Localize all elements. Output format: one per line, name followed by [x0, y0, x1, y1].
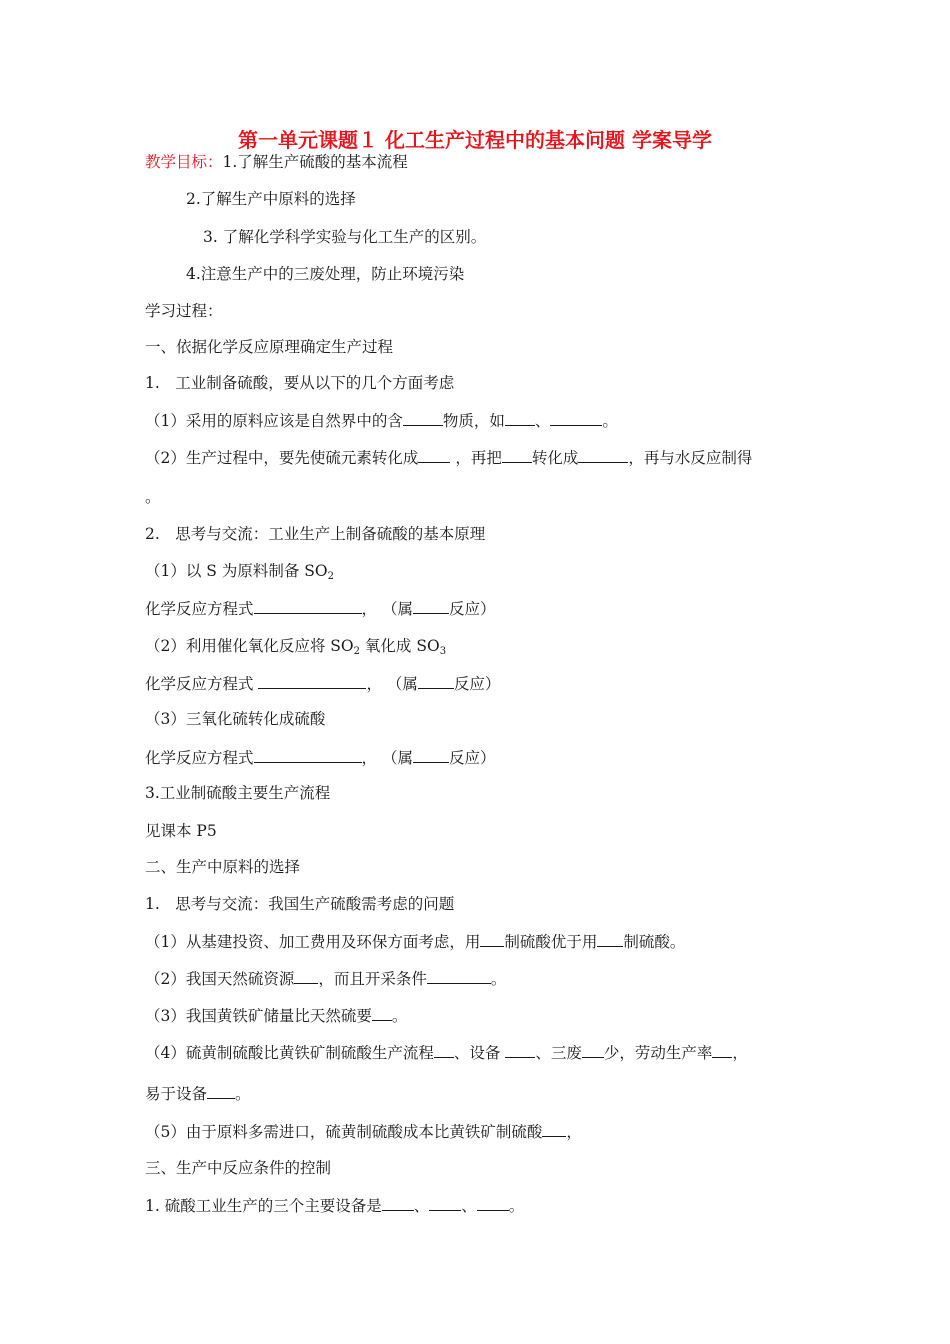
text: ，	[366, 675, 382, 693]
text: 、	[413, 1197, 430, 1215]
equation-blank[interactable]	[258, 673, 366, 689]
eq-label: 化学反应方程式	[145, 749, 254, 767]
blank[interactable]	[505, 410, 535, 426]
blank[interactable]	[502, 447, 532, 463]
s2-item-5	[145, 1121, 582, 1142]
text: 。	[508, 1197, 525, 1215]
goal-line-1	[145, 152, 408, 172]
text: （属	[386, 675, 418, 693]
blank[interactable]	[429, 1195, 461, 1211]
text: （2）我国天然硫资源	[145, 970, 295, 988]
text: 。	[490, 970, 507, 988]
text: （1）以 S 为原料制备 SO	[145, 562, 328, 580]
equation-line-2	[145, 673, 500, 694]
s1-question-3: 3.工业制硫酸主要生产流程	[145, 784, 331, 802]
text: ，再与水反应制得	[628, 449, 753, 467]
text: 、	[461, 1197, 477, 1215]
text: （属	[381, 749, 413, 767]
textbook-reference: 见课本 P5	[145, 822, 217, 840]
blank[interactable]	[505, 1042, 535, 1058]
s2-item-4	[145, 1042, 748, 1063]
text: （5）由于原料多需进口，硫黄制硫酸成本比黄铁矿制硫酸	[145, 1123, 543, 1141]
goal-4: 4.注意生产中的三废处理，防止环境污染	[186, 265, 465, 283]
blank[interactable]	[582, 1042, 604, 1058]
equation-line-3	[145, 747, 496, 768]
text: ，	[566, 1123, 582, 1141]
equation-blank[interactable]	[254, 598, 362, 614]
text: 物质，如	[442, 412, 505, 430]
blank[interactable]	[434, 1042, 454, 1058]
text: 反应）	[448, 749, 496, 767]
s2-item-2	[145, 968, 506, 989]
section-1-heading: 一、依据化学反应原理确定生产过程	[145, 338, 394, 356]
s2-item-3	[145, 1005, 407, 1026]
text: 反应）	[448, 600, 496, 618]
text: ，	[361, 600, 378, 618]
blank[interactable]	[427, 968, 491, 984]
text: 。	[602, 412, 618, 430]
text: （2）生产过程中，要先使硫元素转化成	[145, 449, 419, 467]
blank[interactable]	[578, 447, 628, 463]
goal-1: 1.了解生产硫酸的基本流程	[222, 153, 408, 171]
equation-line-1	[145, 598, 496, 619]
s2-item-1	[145, 931, 685, 952]
text: （1）从基建投资、加工费用及环保方面考虑，用	[145, 933, 481, 951]
s1-question-2: 2. 思考与交流：工业生产上制备硫酸的基本原理	[145, 525, 486, 543]
blank[interactable]	[418, 447, 450, 463]
subscript: 2	[327, 571, 334, 582]
s1-point-1	[145, 561, 334, 581]
section-2-heading: 二、生产中原料的选择	[145, 858, 301, 876]
eq-label: 化学反应方程式	[145, 675, 254, 693]
eq-label: 化学反应方程式	[145, 600, 254, 618]
goals-label: 教学目标：	[145, 153, 223, 171]
text: （属	[381, 600, 413, 618]
text: 制硫酸优于用	[504, 933, 598, 951]
subscript: 3	[439, 646, 447, 657]
text: 、	[534, 412, 551, 430]
s2-item-4-cont	[145, 1083, 251, 1104]
text: 、三废	[535, 1044, 582, 1062]
blank[interactable]	[382, 1195, 414, 1211]
text: 易于设备	[145, 1085, 208, 1103]
blank[interactable]	[403, 410, 443, 426]
reaction-type-blank[interactable]	[418, 673, 454, 689]
blank[interactable]	[480, 931, 504, 947]
goal-3: 3. 了解化学科学实验与化工生产的区别。	[203, 228, 487, 246]
page-title: 第一单元课题１ 化工生产过程中的基本问题 学案导学	[238, 128, 712, 152]
text: 制硫酸。	[623, 933, 686, 951]
text: 、设备	[453, 1044, 506, 1062]
text: （2）利用催化氧化反应将 SO	[145, 637, 354, 655]
section-3-heading: 三、生产中反应条件的控制	[145, 1159, 332, 1177]
text: ，	[361, 749, 378, 767]
s1-point-2	[145, 636, 446, 656]
text: 少，劳动生产率	[603, 1044, 713, 1062]
reaction-type-blank[interactable]	[413, 747, 449, 763]
blank[interactable]	[477, 1195, 509, 1211]
s2-question-1: 1. 思考与交流：我国生产硫酸需考虑的问题	[145, 895, 455, 913]
text: 。	[391, 1007, 408, 1025]
equation-blank[interactable]	[254, 747, 362, 763]
text: ，而且开采条件	[318, 970, 427, 988]
text: 氧化成 SO	[360, 637, 440, 655]
text: 反应）	[453, 675, 501, 693]
subscript: 2	[353, 646, 360, 657]
blank[interactable]	[372, 1005, 392, 1021]
process-label: 学习过程：	[145, 302, 223, 320]
blank[interactable]	[597, 931, 623, 947]
text: ，再把	[455, 449, 502, 467]
text: 转化成	[531, 449, 579, 467]
s1-q1-item-2	[145, 447, 752, 468]
text: （1）采用的原料应该是自然界中的含	[145, 412, 403, 430]
text: 。	[235, 1085, 251, 1103]
blank[interactable]	[712, 1042, 732, 1058]
text: （4）硫黄制硫酸比黄铁矿制硫酸生产流程	[145, 1044, 434, 1062]
goal-2: 2.了解生产中原料的选择	[186, 190, 356, 208]
blank[interactable]	[542, 1121, 566, 1137]
blank[interactable]	[207, 1083, 235, 1099]
s1-point-3: （3）三氧化硫转化成硫酸	[145, 710, 326, 728]
text: 1. 硫酸工业生产的三个主要设备是	[145, 1197, 382, 1215]
reaction-type-blank[interactable]	[413, 598, 449, 614]
s3-question-1	[145, 1195, 524, 1216]
text: ，	[732, 1044, 748, 1062]
s1-q1-item-2-end: 。	[145, 488, 161, 506]
s1-question-1: 1. 工业制备硫酸，要从以下的几个方面考虑	[145, 374, 455, 392]
blank[interactable]	[294, 968, 318, 984]
s1-q1-item-1	[145, 410, 618, 431]
text: （3）我国黄铁矿储量比天然硫要	[145, 1007, 372, 1025]
blank[interactable]	[550, 410, 602, 426]
